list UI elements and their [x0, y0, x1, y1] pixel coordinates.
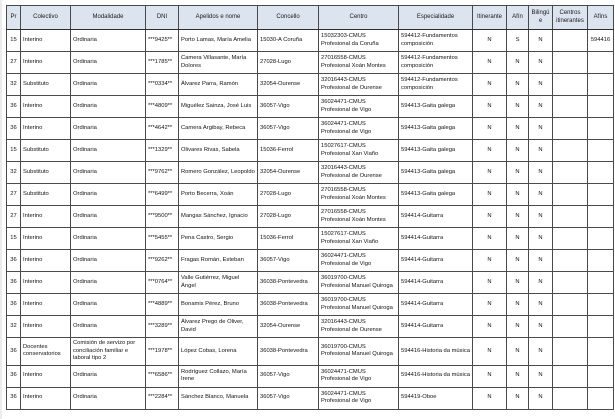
- cell-afin: N: [507, 250, 529, 272]
- column-header-bilingue: Bilingüe: [529, 6, 553, 30]
- column-header-concello: Concello: [258, 6, 319, 30]
- cell-especialidade: 594413-Gaita galega: [399, 118, 473, 140]
- cell-pr: 36: [7, 96, 21, 118]
- cell-afins: [588, 272, 614, 294]
- cell-especialidade: 594414-Guitarra: [399, 250, 473, 272]
- cell-modalidade: Ordinaria: [71, 162, 146, 184]
- cell-modalidade: Comisión de servizo por conciliación familiar e laboral tipo 2: [71, 338, 146, 366]
- cell-modalidade: Ordinaria: [71, 250, 146, 272]
- cell-especialidade: 594412-Fundamentos composición: [399, 74, 473, 96]
- cell-modalidade: Ordinaria: [71, 206, 146, 228]
- cell-dni: ***4642**: [146, 118, 179, 140]
- cell-bilingue: N: [529, 118, 553, 140]
- cell-afin: N: [507, 74, 529, 96]
- cell-colectivo: Interino: [21, 228, 71, 250]
- column-header-afins: Afíns: [588, 6, 614, 30]
- cell-concello: 36038-Pontevedra: [258, 294, 319, 316]
- cell-concello: 36057-Vigo: [258, 387, 319, 409]
- cell-centro: 36024471-CMUS Profesional de Vigo: [319, 250, 399, 272]
- cell-apelidos-e-nome: López Cobas, Lorena: [179, 338, 258, 366]
- column-header-afin: Afín: [507, 6, 529, 30]
- column-header-especialidade: Especialidade: [399, 6, 473, 30]
- cell-itinerante: N: [473, 30, 507, 52]
- cell-afins: [588, 162, 614, 184]
- cell-colectivo: Interino: [21, 365, 71, 387]
- cell-apelidos-e-nome: Olivares Rivas, Sabela: [179, 140, 258, 162]
- cell-afin: N: [507, 387, 529, 409]
- cell-centros-itinerantes: [553, 52, 588, 74]
- cell-bilingue: N: [529, 74, 553, 96]
- cell-dni: ***1785**: [146, 52, 179, 74]
- cell-pr: 36: [7, 365, 21, 387]
- cell-afin: N: [507, 206, 529, 228]
- cell-especialidade: 594413-Gaita galega: [399, 140, 473, 162]
- cell-dni: ***4889**: [146, 294, 179, 316]
- cell-colectivo: Interino: [21, 118, 71, 140]
- cell-apelidos-e-nome: Álvarez Parra, Ramón: [179, 74, 258, 96]
- cell-apelidos-e-nome: Fragas Román, Esteban: [179, 250, 258, 272]
- cell-dni: ***9762**: [146, 162, 179, 184]
- cell-itinerante: N: [473, 294, 507, 316]
- cell-pr: 36: [7, 387, 21, 409]
- cell-apelidos-e-nome: Camera Argibay, Rebeca: [179, 118, 258, 140]
- cell-colectivo: Interino: [21, 206, 71, 228]
- cell-afin: N: [507, 184, 529, 206]
- cell-colectivo: Interino: [21, 387, 71, 409]
- cell-afins: [588, 96, 614, 118]
- cell-bilingue: N: [529, 338, 553, 366]
- table-row: [7, 30, 614, 52]
- cell-modalidade: Ordinaria: [71, 96, 146, 118]
- cell-centro: 36024471-CMUS Profesional de Vigo: [319, 365, 399, 387]
- cell-colectivo: Interino: [21, 272, 71, 294]
- cell-pr: 15: [7, 140, 21, 162]
- cell-especialidade: 594414-Guitarra: [399, 272, 473, 294]
- cell-pr: 15: [7, 228, 21, 250]
- cell-modalidade: Ordinaria: [71, 52, 146, 74]
- cell-modalidade: Ordinaria: [71, 228, 146, 250]
- cell-afins: 594416: [588, 30, 614, 52]
- cell-afins: [588, 52, 614, 74]
- table-row: [7, 272, 614, 294]
- cell-apelidos-e-nome: Sánchez Blanco, Manuela: [179, 387, 258, 409]
- cell-colectivo: Docentes conservatorios: [21, 338, 71, 366]
- cell-especialidade: 594416-Historia da música: [399, 365, 473, 387]
- cell-modalidade: Ordinaria: [71, 365, 146, 387]
- cell-colectivo: Interino: [21, 316, 71, 338]
- cell-centros-itinerantes: [553, 162, 588, 184]
- cell-afins: [588, 206, 614, 228]
- cell-centro: 36024471-CMUS Profesional de Vigo: [319, 96, 399, 118]
- cell-colectivo: Interino: [21, 30, 71, 52]
- cell-afins: [588, 118, 614, 140]
- cell-centro: 15027617-CMUS Profesional Xan Viaño: [319, 140, 399, 162]
- cell-apelidos-e-nome: Rodríguez Collazo, María Irene: [179, 365, 258, 387]
- cell-centro: 36024471-CMUS Profesional de Vigo: [319, 387, 399, 409]
- cell-apelidos-e-nome: Porto Lamas, María Amelia: [179, 30, 258, 52]
- cell-dni: ***4809**: [146, 96, 179, 118]
- cell-afins: [588, 365, 614, 387]
- cell-centro: 15032303-CMUS Profesional da Coruña: [319, 30, 399, 52]
- cell-dni: ***1978**: [146, 338, 179, 366]
- table-row: [7, 387, 614, 409]
- cell-pr: 36: [7, 294, 21, 316]
- cell-itinerante: N: [473, 250, 507, 272]
- cell-afin: N: [507, 338, 529, 366]
- cell-concello: 32054-Ourense: [258, 162, 319, 184]
- cell-itinerante: N: [473, 52, 507, 74]
- cell-pr: 32: [7, 162, 21, 184]
- cell-bilingue: N: [529, 228, 553, 250]
- cell-afins: [588, 387, 614, 409]
- cell-bilingue: N: [529, 294, 553, 316]
- column-header-apelidos-e-nome: Apelidos e nome: [179, 6, 258, 30]
- cell-itinerante: N: [473, 338, 507, 366]
- cell-apelidos-e-nome: Miguélez Sainza, José Luis: [179, 96, 258, 118]
- cell-centro: 27016558-CMUS Profesional Xoán Montes: [319, 52, 399, 74]
- cell-itinerante: N: [473, 162, 507, 184]
- cell-concello: 36057-Vigo: [258, 250, 319, 272]
- cell-pr: 36: [7, 272, 21, 294]
- table-row: [7, 140, 614, 162]
- cell-concello: 36057-Vigo: [258, 96, 319, 118]
- cell-pr: 27: [7, 52, 21, 74]
- cell-centro: 15027617-CMUS Profesional Xan Viaño: [319, 228, 399, 250]
- column-header-centros-itinerantes: Centros itinerantes: [553, 6, 588, 30]
- table-row: [7, 118, 614, 140]
- cell-especialidade: 594414-Guitarra: [399, 294, 473, 316]
- column-header-itinerante: Itinerante: [473, 6, 507, 30]
- cell-bilingue: N: [529, 52, 553, 74]
- cell-pr: 32: [7, 74, 21, 96]
- cell-afin: N: [507, 316, 529, 338]
- cell-colectivo: Substituto: [21, 140, 71, 162]
- cell-centros-itinerantes: [553, 74, 588, 96]
- cell-dni: ***9262**: [146, 250, 179, 272]
- table-row: [7, 74, 614, 96]
- cell-centros-itinerantes: [553, 387, 588, 409]
- table-row: [7, 228, 614, 250]
- cell-centros-itinerantes: [553, 184, 588, 206]
- cell-colectivo: Substituto: [21, 162, 71, 184]
- cell-afin: N: [507, 96, 529, 118]
- cell-especialidade: 594413-Gaita galega: [399, 162, 473, 184]
- cell-apelidos-e-nome: Valle Gutiérrez, Miguel Ángel: [179, 272, 258, 294]
- cell-centros-itinerantes: [553, 338, 588, 366]
- cell-dni: ***9425**: [146, 30, 179, 52]
- table-row: [7, 316, 614, 338]
- cell-especialidade: 594419-Oboe: [399, 387, 473, 409]
- cell-dni: ***3289**: [146, 316, 179, 338]
- cell-itinerante: N: [473, 272, 507, 294]
- cell-modalidade: Ordinaria: [71, 118, 146, 140]
- cell-centro: 32016443-CMUS Profesional de Ourense: [319, 74, 399, 96]
- cell-apelidos-e-nome: Pena Castro, Sergio: [179, 228, 258, 250]
- cell-apelidos-e-nome: Mangas Sánchez, Ignacio: [179, 206, 258, 228]
- cell-afins: [588, 228, 614, 250]
- cell-afins: [588, 74, 614, 96]
- cell-afin: N: [507, 162, 529, 184]
- cell-concello: 36057-Vigo: [258, 365, 319, 387]
- cell-centros-itinerantes: [553, 206, 588, 228]
- cell-bilingue: N: [529, 206, 553, 228]
- cell-apelidos-e-nome: Romero González, Leopoldo: [179, 162, 258, 184]
- cell-dni: ***1329**: [146, 140, 179, 162]
- cell-itinerante: N: [473, 228, 507, 250]
- cell-bilingue: N: [529, 316, 553, 338]
- cell-modalidade: Ordinaria: [71, 30, 146, 52]
- cell-bilingue: N: [529, 162, 553, 184]
- cell-afin: N: [507, 365, 529, 387]
- cell-pr: 36: [7, 250, 21, 272]
- cell-centros-itinerantes: [553, 228, 588, 250]
- cell-dni: ***0334**: [146, 74, 179, 96]
- cell-itinerante: N: [473, 96, 507, 118]
- table-row: [7, 338, 614, 366]
- cell-afin: N: [507, 228, 529, 250]
- cell-centros-itinerantes: [553, 140, 588, 162]
- column-header-centro: Centro: [319, 6, 399, 30]
- cell-centros-itinerantes: [553, 316, 588, 338]
- table-row: [7, 365, 614, 387]
- cell-afin: N: [507, 140, 529, 162]
- column-header-pr: Pr: [7, 6, 21, 30]
- cell-bilingue: N: [529, 365, 553, 387]
- cell-especialidade: 594414-Guitarra: [399, 228, 473, 250]
- cell-centro: 36024471-CMUS Profesional de Vigo: [319, 118, 399, 140]
- cell-modalidade: Ordinaria: [71, 184, 146, 206]
- cell-colectivo: Interino: [21, 52, 71, 74]
- cell-centros-itinerantes: [553, 30, 588, 52]
- cell-afin: N: [507, 52, 529, 74]
- cell-centro: 32016443-CMUS Profesional de Ourense: [319, 162, 399, 184]
- cell-dni: ***5455**: [146, 228, 179, 250]
- cell-dni: ***9500**: [146, 206, 179, 228]
- cell-bilingue: N: [529, 30, 553, 52]
- cell-pr: 32: [7, 316, 21, 338]
- cell-especialidade: 594413-Gaita galega: [399, 96, 473, 118]
- cell-centro: 36019700-CMUS Profesional Manuel Quiroga: [319, 338, 399, 366]
- cell-modalidade: Ordinaria: [71, 140, 146, 162]
- table-row: [7, 206, 614, 228]
- cell-itinerante: N: [473, 206, 507, 228]
- cell-dni: ***2284**: [146, 387, 179, 409]
- cell-apelidos-e-nome: Álvarez Prego de Oliver, David: [179, 316, 258, 338]
- cell-afin: S: [507, 30, 529, 52]
- cell-centro: 36019700-CMUS Profesional Manuel Quiroga: [319, 294, 399, 316]
- cell-especialidade: 594414-Guitarra: [399, 316, 473, 338]
- cell-modalidade: Ordinaria: [71, 272, 146, 294]
- cell-concello: 36038-Pontevedra: [258, 272, 319, 294]
- cell-concello: 36057-Vigo: [258, 118, 319, 140]
- cell-itinerante: N: [473, 316, 507, 338]
- cell-pr: 27: [7, 184, 21, 206]
- cell-bilingue: N: [529, 272, 553, 294]
- cell-bilingue: N: [529, 96, 553, 118]
- cell-centro: 27016558-CMUS Profesional Xoán Montes: [319, 206, 399, 228]
- column-header-dni: DNI: [146, 6, 179, 30]
- cell-especialidade: 594414-Guitarra: [399, 206, 473, 228]
- cell-centros-itinerantes: [553, 118, 588, 140]
- cell-centro: 32016443-CMUS Profesional de Ourense: [319, 316, 399, 338]
- cell-concello: 32054-Ourense: [258, 74, 319, 96]
- cell-bilingue: N: [529, 140, 553, 162]
- cell-afin: N: [507, 118, 529, 140]
- cell-centro: 27016558-CMUS Profesional Xoán Montes: [319, 184, 399, 206]
- cell-concello: 27028-Lugo: [258, 184, 319, 206]
- cell-pr: 36: [7, 118, 21, 140]
- cell-colectivo: Substituto: [21, 184, 71, 206]
- cell-centros-itinerantes: [553, 96, 588, 118]
- cell-concello: 36038-Pontevedra: [258, 338, 319, 366]
- cell-modalidade: Ordinaria: [71, 74, 146, 96]
- cell-colectivo: Interino: [21, 250, 71, 272]
- cell-centros-itinerantes: [553, 365, 588, 387]
- table-row: [7, 162, 614, 184]
- cell-colectivo: Substituto: [21, 74, 71, 96]
- cell-colectivo: Interino: [21, 96, 71, 118]
- cell-centros-itinerantes: [553, 294, 588, 316]
- table-row: [7, 52, 614, 74]
- cell-afin: N: [507, 272, 529, 294]
- cell-dni: ***0764**: [146, 272, 179, 294]
- cell-especialidade: 594412-Fundamentos composición: [399, 30, 473, 52]
- table-body: [7, 30, 614, 410]
- cell-modalidade: Ordinaria: [71, 294, 146, 316]
- cell-especialidade: 594413-Gaita galega: [399, 184, 473, 206]
- column-header-colectivo: Colectivo: [21, 6, 71, 30]
- cell-afins: [588, 294, 614, 316]
- cell-especialidade: 594416-Historia da música: [399, 338, 473, 366]
- cell-pr: 36: [7, 338, 21, 366]
- cell-centros-itinerantes: [553, 250, 588, 272]
- cell-itinerante: N: [473, 118, 507, 140]
- cell-apelidos-e-nome: Bonamis Pérez, Bruno: [179, 294, 258, 316]
- table-row: [7, 96, 614, 118]
- cell-modalidade: Ordinaria: [71, 387, 146, 409]
- cell-apelidos-e-nome: Camera Villasante, María Dolores: [179, 52, 258, 74]
- cell-bilingue: N: [529, 387, 553, 409]
- cell-centros-itinerantes: [553, 272, 588, 294]
- column-header-modalidade: Modalidade: [71, 6, 146, 30]
- cell-concello: 27028-Lugo: [258, 52, 319, 74]
- cell-afins: [588, 338, 614, 366]
- cell-bilingue: N: [529, 184, 553, 206]
- cell-especialidade: 594412-Fundamentos composición: [399, 52, 473, 74]
- cell-concello: 32054-Ourense: [258, 316, 319, 338]
- cell-itinerante: N: [473, 365, 507, 387]
- cell-afins: [588, 184, 614, 206]
- cell-pr: 27: [7, 206, 21, 228]
- cell-itinerante: N: [473, 140, 507, 162]
- table-row: [7, 250, 614, 272]
- assignments-table: [6, 5, 614, 410]
- table-row: [7, 184, 614, 206]
- cell-afins: [588, 316, 614, 338]
- cell-dni: ***6586**: [146, 365, 179, 387]
- table-row: [7, 294, 614, 316]
- cell-pr: 15: [7, 30, 21, 52]
- cell-apelidos-e-nome: Porto Becerra, Xoán: [179, 184, 258, 206]
- cell-bilingue: N: [529, 250, 553, 272]
- cell-modalidade: Ordinaria: [71, 316, 146, 338]
- table-header-row: [7, 6, 614, 30]
- cell-centro: 36019700-CMUS Profesional Manuel Quiroga: [319, 272, 399, 294]
- cell-concello: 27028-Lugo: [258, 206, 319, 228]
- cell-concello: 15030-A Coruña: [258, 30, 319, 52]
- cell-itinerante: N: [473, 74, 507, 96]
- cell-afins: [588, 250, 614, 272]
- cell-afin: N: [507, 294, 529, 316]
- cell-colectivo: Interino: [21, 294, 71, 316]
- cell-afins: [588, 140, 614, 162]
- cell-itinerante: N: [473, 387, 507, 409]
- cell-concello: 15036-Ferrol: [258, 140, 319, 162]
- cell-concello: 15036-Ferrol: [258, 228, 319, 250]
- cell-dni: ***6499**: [146, 184, 179, 206]
- cell-itinerante: N: [473, 184, 507, 206]
